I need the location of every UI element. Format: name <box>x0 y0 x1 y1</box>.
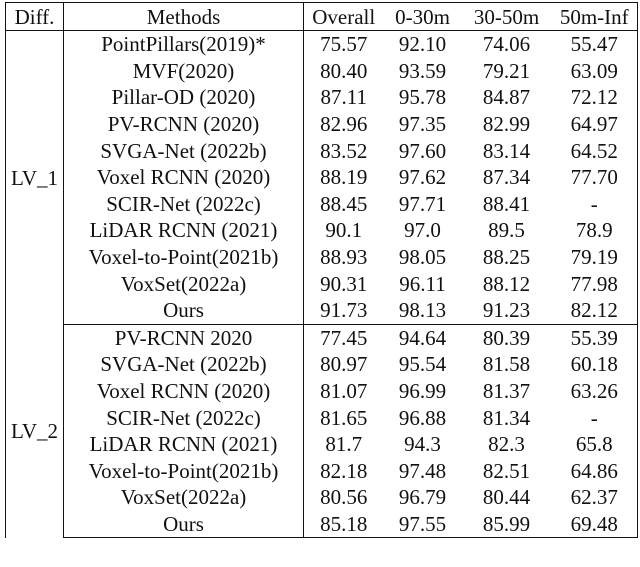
overall-cell: 88.45 <box>320 191 368 216</box>
method-cell: MVF(2020) <box>64 58 304 85</box>
overall-cell: 82.96 <box>320 112 368 137</box>
header-range-50-inf: 50m-Inf <box>552 3 638 31</box>
overall-cell: 91.73 <box>304 297 384 324</box>
range-30-50-cell: 81.34 <box>482 405 531 430</box>
table-row <box>6 164 638 191</box>
overall-cell: 75.57 <box>320 32 368 57</box>
table-row <box>6 484 638 511</box>
method-cell: Ours <box>64 511 304 538</box>
range-0-30-cell: 97.62 <box>398 165 447 190</box>
results-table <box>5 2 638 538</box>
range-30-50-cell: 79.21 <box>482 58 531 83</box>
range-50-inf-cell: 65.8 <box>552 431 638 458</box>
range-30-50-cell: 85.99 <box>462 511 552 538</box>
range-50-inf-cell: 78.9 <box>552 217 638 244</box>
range-50-inf-cell: 79.19 <box>552 244 638 271</box>
range-30-50-cell: 80.44 <box>482 485 531 510</box>
range-0-30-cell: 94.3 <box>404 432 441 457</box>
range-30-50-cell: 82.51 <box>482 458 531 483</box>
method-cell: VoxSet(2022a) <box>64 484 304 511</box>
range-30-50-cell: 80.39 <box>482 325 531 350</box>
table-row <box>6 191 638 218</box>
header-range-0-30: 0-30m <box>384 3 462 31</box>
range-50-inf-cell: 69.48 <box>552 511 638 538</box>
overall-cell: 88.93 <box>320 245 368 270</box>
table-row <box>6 431 638 458</box>
range-0-30-cell: 96.99 <box>398 379 447 404</box>
range-0-30-cell: 94.64 <box>398 325 447 350</box>
method-cell: PointPillars(2019)* <box>64 31 304 58</box>
table-row <box>6 137 638 164</box>
overall-cell: 77.45 <box>320 325 368 350</box>
range-50-inf-cell: 64.97 <box>552 111 638 138</box>
method-cell: LiDAR RCNN (2021) <box>64 431 304 458</box>
header-overall: Overall <box>304 3 384 31</box>
range-50-inf-cell: 77.98 <box>552 270 638 297</box>
overall-cell: 80.97 <box>320 352 368 377</box>
table-row <box>6 270 638 297</box>
range-0-30-cell: 97.35 <box>398 112 447 137</box>
method-cell: Voxel-to-Point(2021b) <box>64 244 304 271</box>
table-row <box>6 511 638 538</box>
overall-cell: 87.11 <box>320 85 367 110</box>
range-50-inf-cell: 62.37 <box>552 484 638 511</box>
method-cell: Voxel RCNN (2020) <box>64 164 304 191</box>
range-0-30-cell: 96.79 <box>398 485 447 510</box>
table-row <box>6 244 638 271</box>
table-row <box>6 378 638 405</box>
overall-cell: 81.07 <box>320 379 368 404</box>
range-0-30-cell: 95.78 <box>398 85 447 110</box>
range-0-30-cell: 96.88 <box>398 405 447 430</box>
range-50-inf-cell: 64.86 <box>552 458 638 485</box>
range-0-30-cell: 93.59 <box>398 58 447 83</box>
header-methods: Methods <box>64 3 304 31</box>
range-50-inf-cell: 60.18 <box>552 351 638 378</box>
table-row <box>6 324 638 351</box>
method-cell: Voxel RCNN (2020) <box>64 378 304 405</box>
method-cell: SCIR-Net (2022c) <box>64 191 304 218</box>
table-row <box>6 404 638 431</box>
method-cell: LiDAR RCNN (2021) <box>64 217 304 244</box>
header-range-30-50: 30-50m <box>462 3 552 31</box>
range-30-50-cell: 84.87 <box>482 85 531 110</box>
range-30-50-cell: 87.34 <box>482 165 531 190</box>
range-0-30-cell: 95.54 <box>398 352 447 377</box>
range-50-inf-cell: 55.39 <box>552 324 638 351</box>
range-50-inf-cell: 77.70 <box>552 164 638 191</box>
range-0-30-cell: 97.0 <box>404 218 441 243</box>
overall-cell: 88.19 <box>320 165 368 190</box>
method-cell: Pillar-OD (2020) <box>64 84 304 111</box>
range-30-50-cell: 74.06 <box>482 32 531 57</box>
method-cell: SCIR-Net (2022c) <box>64 404 304 431</box>
method-cell: PV-RCNN 2020 <box>64 324 304 351</box>
method-cell: Ours <box>64 297 304 324</box>
range-30-50-cell: 88.41 <box>482 191 531 216</box>
range-50-inf-cell: 63.09 <box>552 58 638 85</box>
range-50-inf-cell: 55.47 <box>552 31 638 58</box>
table-row <box>6 458 638 485</box>
difficulty-level-label: LV_2 <box>6 324 64 538</box>
table-row <box>6 31 638 58</box>
overall-cell: 81.7 <box>325 432 363 457</box>
range-30-50-cell: 82.3 <box>488 432 525 457</box>
overall-cell: 90.31 <box>320 271 368 296</box>
overall-cell: 80.56 <box>320 485 368 510</box>
range-30-50-cell: 88.25 <box>482 245 531 270</box>
range-0-30-cell: 96.11 <box>399 271 446 296</box>
difficulty-level-label: LV_1 <box>6 31 64 325</box>
range-30-50-cell: 82.99 <box>482 112 531 137</box>
header-diff: Diff. <box>6 3 64 31</box>
range-0-30-cell: 97.55 <box>384 511 462 538</box>
overall-cell: 83.52 <box>320 138 368 163</box>
range-0-30-cell: 97.48 <box>398 458 447 483</box>
overall-cell: 90.1 <box>325 218 363 243</box>
range-50-inf-cell: - <box>552 404 638 431</box>
range-30-50-cell: 81.37 <box>482 379 531 404</box>
range-0-30-cell: 97.71 <box>398 191 447 216</box>
table-row <box>6 58 638 85</box>
range-50-inf-cell: - <box>552 191 638 218</box>
method-cell: SVGA-Net (2022b) <box>64 351 304 378</box>
range-30-50-cell: 83.14 <box>482 138 531 163</box>
table-body <box>6 31 638 538</box>
table-row <box>6 217 638 244</box>
table-row <box>6 297 638 324</box>
header-row <box>6 3 638 31</box>
method-cell: Voxel-to-Point(2021b) <box>64 458 304 485</box>
overall-cell: 81.65 <box>320 405 368 430</box>
overall-cell: 82.18 <box>320 458 368 483</box>
range-0-30-cell: 98.13 <box>384 297 462 324</box>
table-row <box>6 84 638 111</box>
range-30-50-cell: 91.23 <box>462 297 552 324</box>
range-0-30-cell: 92.10 <box>398 32 447 57</box>
range-50-inf-cell: 72.12 <box>552 84 638 111</box>
range-30-50-cell: 81.58 <box>482 352 531 377</box>
range-50-inf-cell: 64.52 <box>552 137 638 164</box>
range-30-50-cell: 88.12 <box>482 271 531 296</box>
range-0-30-cell: 97.60 <box>398 138 447 163</box>
range-50-inf-cell: 82.12 <box>552 297 638 324</box>
range-50-inf-cell: 63.26 <box>552 378 638 405</box>
method-cell: PV-RCNN (2020) <box>64 111 304 138</box>
overall-cell: 85.18 <box>304 511 384 538</box>
overall-cell: 80.40 <box>320 58 368 83</box>
table-row <box>6 111 638 138</box>
method-cell: SVGA-Net (2022b) <box>64 137 304 164</box>
method-cell: VoxSet(2022a) <box>64 270 304 297</box>
table-row <box>6 351 638 378</box>
range-30-50-cell: 89.5 <box>488 218 525 243</box>
range-0-30-cell: 98.05 <box>398 245 447 270</box>
